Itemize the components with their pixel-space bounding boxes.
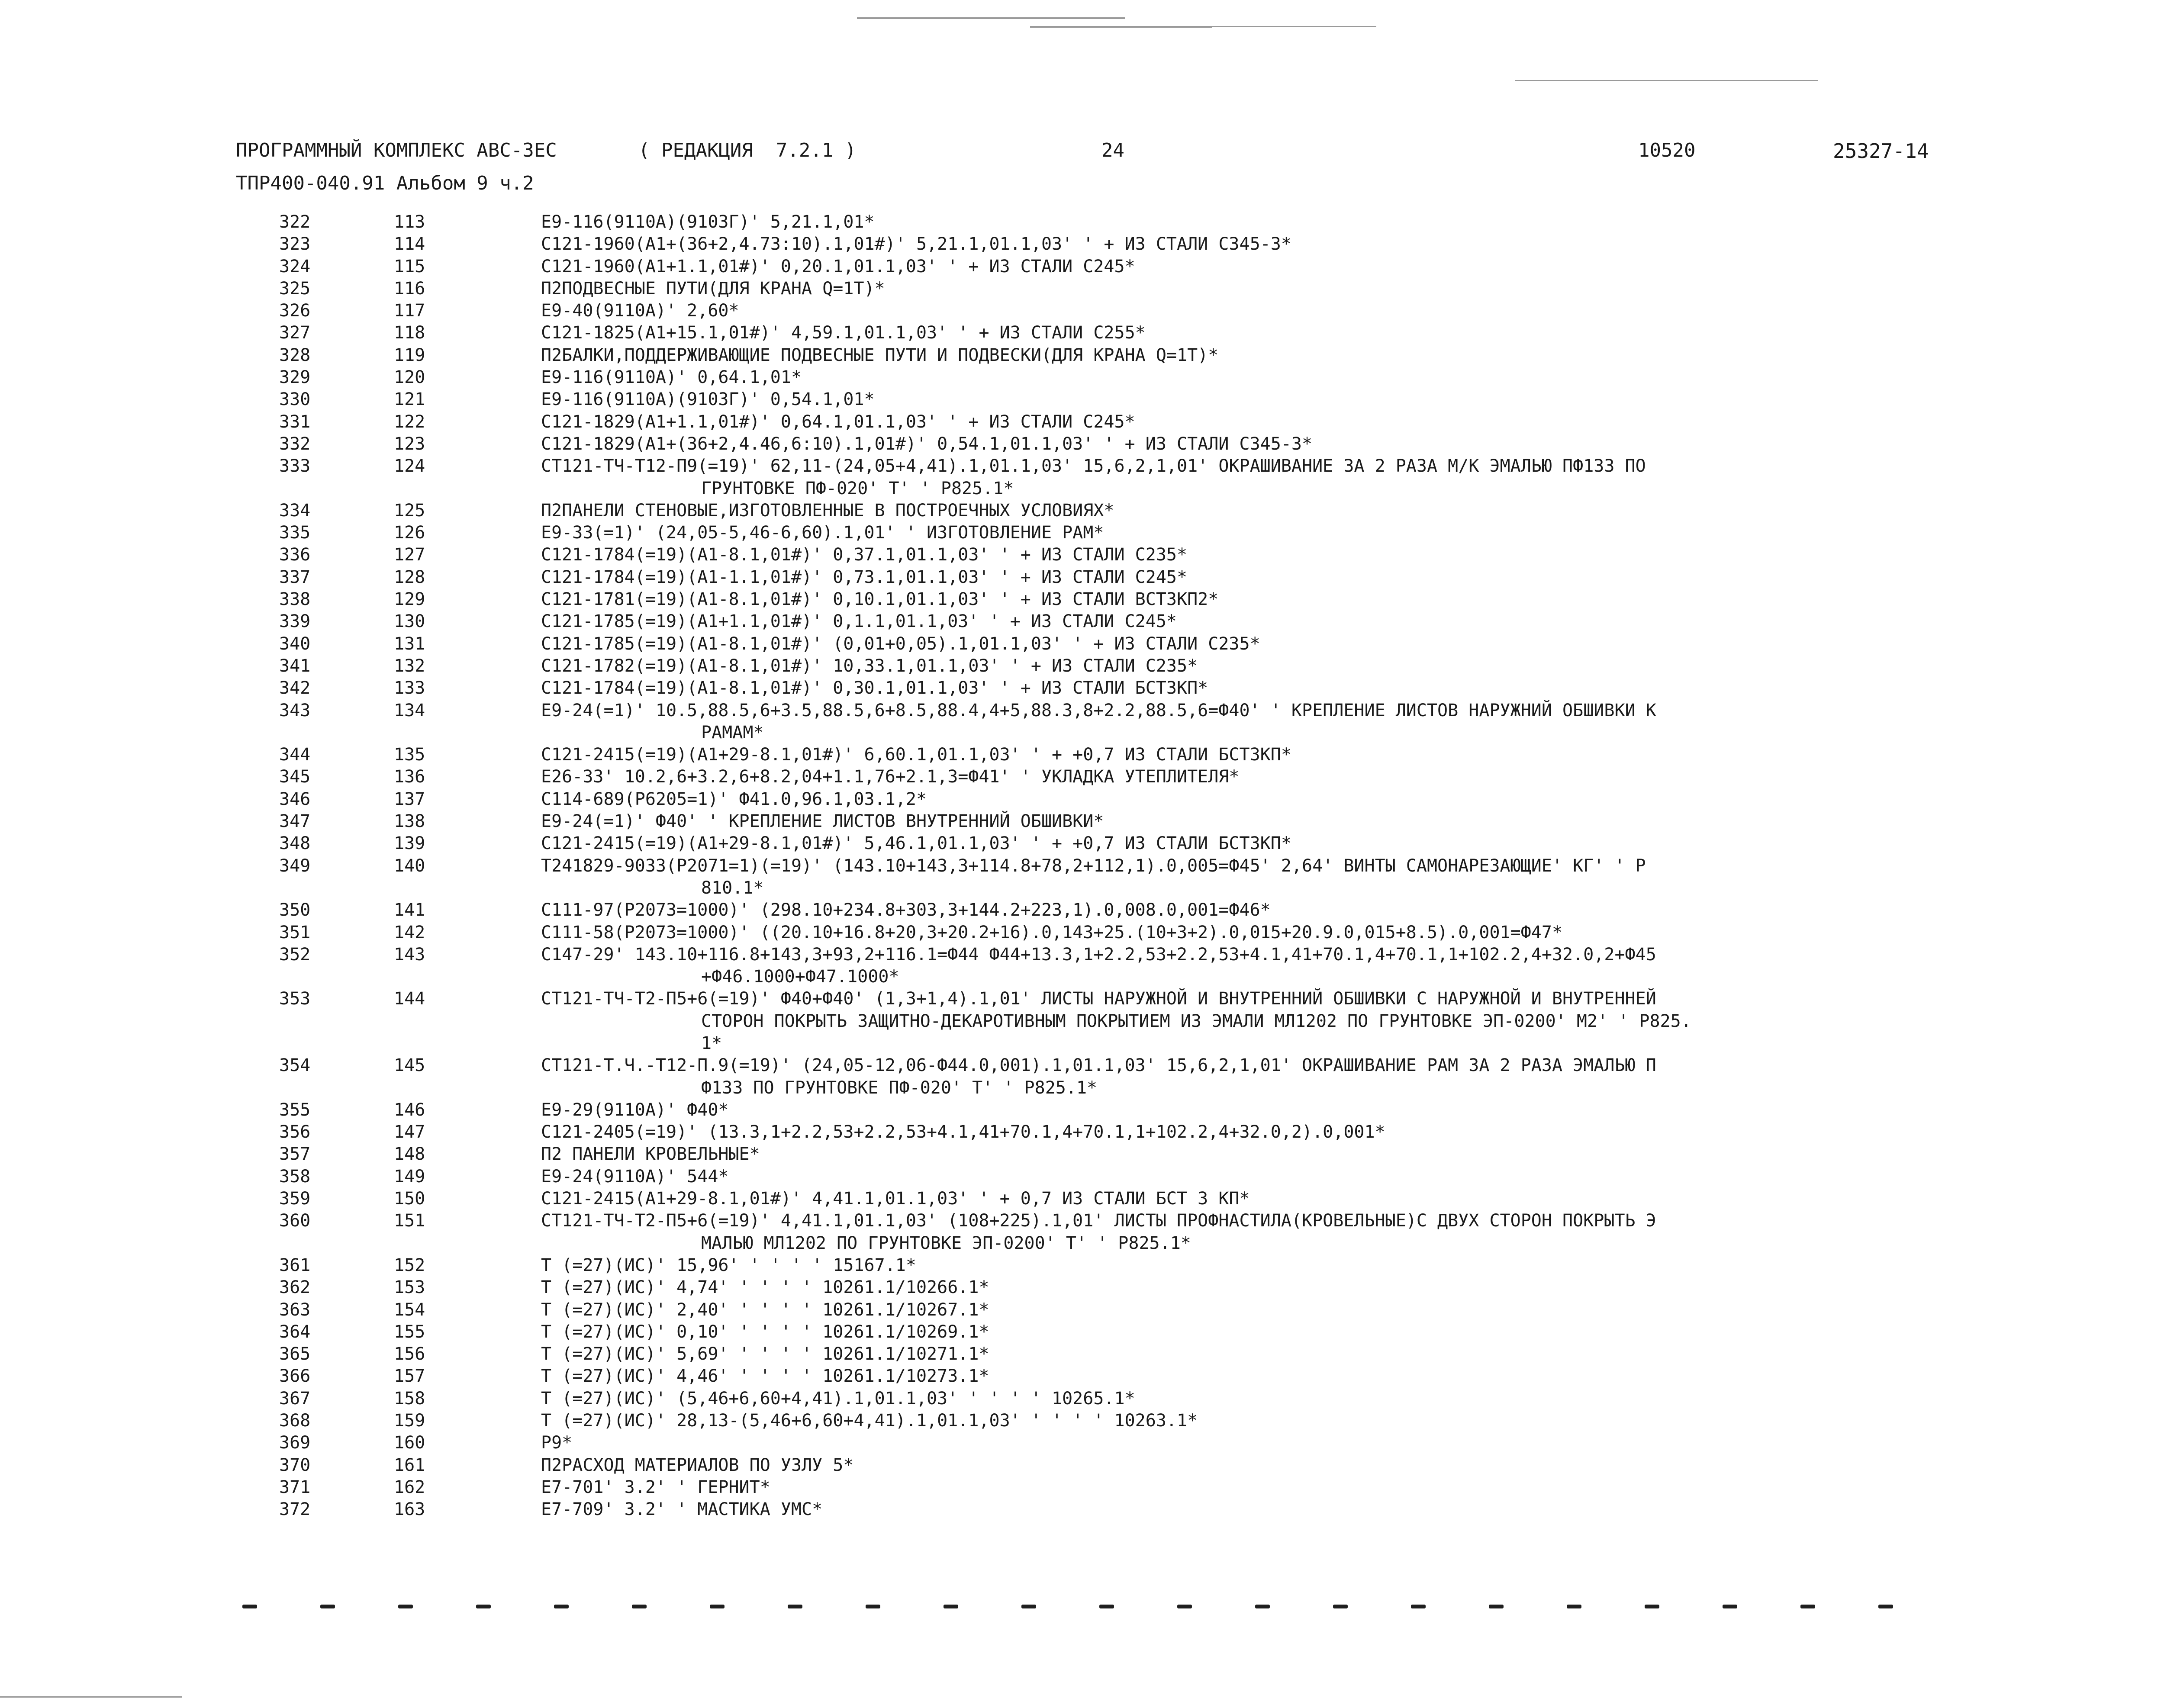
line-continuation: 1* <box>701 1033 722 1053</box>
line-content: Т (=27)(ИС)' 0,10' ' ' ' ' 10261.1/10269.1* <box>541 1322 989 1342</box>
line-content: Е7-701' 3.2' ' ГЕРНИТ* <box>541 1477 770 1497</box>
item-number: 133 <box>394 678 425 698</box>
line-content: Т (=27)(ИС)' 2,40' ' ' ' ' 10261.1/10267.1* <box>541 1299 989 1320</box>
line-text <box>541 611 1943 633</box>
item-number: 146 <box>394 1100 425 1120</box>
line-content: Т (=27)(ИС)' (5,46+6,60+4,41).1,01.1,03' ' ' ' ' 10265.1* <box>541 1388 1135 1409</box>
item-number: 116 <box>394 278 425 299</box>
line-number: 357 <box>279 1144 311 1164</box>
item-number: 142 <box>394 922 425 942</box>
item-number: 137 <box>394 789 425 809</box>
line-content: СТ121-ТЧ-Т2-П5+6(=19)' Ф40+Ф40' (1,3+1,4).1,01' ЛИСТЫ НАРУЖНОЙ И ВНУТРЕННИЙ ОБШИВКИ С НАРУЖНОЙ И ВНУТРЕННЕЙ <box>541 989 1656 1009</box>
line-number: 337 <box>279 567 311 587</box>
item-number: 124 <box>394 456 425 476</box>
line-content: Е7-709' 3.2' ' МАСТИКА УМС* <box>541 1499 823 1520</box>
line-number: 366 <box>279 1366 311 1386</box>
line-number: 353 <box>279 989 311 1009</box>
table-row <box>249 1143 2162 1165</box>
table-row <box>249 944 2162 988</box>
line-continuation: +Ф46.1000+Ф47.1000* <box>701 967 899 987</box>
line-text <box>541 411 1943 433</box>
dash-mark <box>554 1605 569 1608</box>
line-number: 336 <box>279 545 311 565</box>
table-row <box>249 655 2162 677</box>
item-number: 162 <box>394 1477 425 1497</box>
line-text <box>541 1188 1943 1210</box>
table-row <box>249 1055 2162 1099</box>
line-text <box>541 1343 1943 1365</box>
item-number: 117 <box>394 301 425 321</box>
item-number: 132 <box>394 656 425 676</box>
table-row <box>249 744 2162 766</box>
item-number: 122 <box>394 412 425 432</box>
line-text <box>541 677 1943 699</box>
line-continuation: Ф133 ПО ГРУНТОВКЕ ПФ-020' Т' ' Р825.1* <box>701 1078 1098 1098</box>
scan-artifact-line <box>0 1696 182 1698</box>
line-content: СТ121-Т.Ч.-Т12-П.9(=19)' (24,05-12,06-Ф44.0,001).1,01.1,03' 15,6,2,1,01' ОКРАШИВАНИЕ РАМ ЗА 2 РАЗА ЭМАЛЬЮ П <box>541 1055 1656 1076</box>
line-content: Е9-29(9110А)' Ф40* <box>541 1100 729 1120</box>
table-row <box>249 833 2162 855</box>
line-text <box>541 1299 1943 1321</box>
line-text <box>541 256 1943 278</box>
table-row <box>249 1476 2162 1499</box>
line-number: 334 <box>279 500 311 521</box>
line-text <box>541 1476 1943 1499</box>
item-number: 140 <box>394 856 425 876</box>
line-number: 352 <box>279 944 311 965</box>
dash-mark <box>1723 1605 1737 1608</box>
line-number: 371 <box>279 1477 311 1497</box>
line-number: 325 <box>279 278 311 299</box>
line-text <box>541 566 1943 589</box>
line-content: Т (=27)(ИС)' 15,96' ' ' ' ' 15167.1* <box>541 1255 916 1275</box>
dash-mark <box>710 1605 725 1608</box>
table-row <box>249 899 2162 921</box>
line-content: С121-1829(А1+(36+2,4.46,6:10).1,01#)' 0,54.1,01.1,03' ' + ИЗ СТАЛИ С345-3* <box>541 434 1313 454</box>
scan-artifact-line <box>1515 80 1818 81</box>
line-text <box>541 811 1943 833</box>
table-row <box>249 1188 2162 1210</box>
dash-mark <box>398 1605 413 1608</box>
line-continuation: МАЛЬЮ МЛ1202 ПО ГРУНТОВКЕ ЭП-0200' Т' ' Р825.1* <box>701 1233 1191 1253</box>
table-row <box>249 1499 2162 1521</box>
dash-mark <box>1255 1605 1270 1608</box>
line-number: 338 <box>279 589 311 610</box>
line-text <box>541 211 1943 233</box>
line-number: 361 <box>279 1255 311 1275</box>
line-number: 323 <box>279 234 311 254</box>
table-row <box>249 566 2162 589</box>
item-number: 159 <box>394 1411 425 1431</box>
table-row <box>249 1299 2162 1321</box>
item-number: 127 <box>394 545 425 565</box>
line-number: 324 <box>279 256 311 277</box>
line-content: С121-1782(=19)(А1-8.1,01#)' 10,33.1,01.1,03' ' + ИЗ СТАЛИ С235* <box>541 656 1198 676</box>
line-text <box>541 655 1943 677</box>
item-number: 161 <box>394 1455 425 1475</box>
line-content: Е9-24(=1)' Ф40' ' КРЕПЛЕНИЕ ЛИСТОВ ВНУТРЕННИЙ ОБШИВКИ* <box>541 811 1104 832</box>
line-number: 346 <box>279 789 311 809</box>
line-text <box>541 433 1943 455</box>
dash-mark <box>1489 1605 1504 1608</box>
line-number: 350 <box>279 900 311 920</box>
item-number: 135 <box>394 745 425 765</box>
dash-mark <box>320 1605 335 1608</box>
dash-mark <box>788 1605 802 1608</box>
line-content: П2 ПАНЕЛИ КРОВЕЛЬНЫЕ* <box>541 1144 760 1164</box>
line-number: 340 <box>279 634 311 654</box>
item-number: 126 <box>394 523 425 543</box>
line-number: 345 <box>279 767 311 787</box>
line-content: С121-1785(=19)(А1-8.1,01#)' (0,01+0,05).1,01.1,03' ' + ИЗ СТАЛИ С235* <box>541 634 1260 654</box>
item-number: 139 <box>394 833 425 854</box>
line-text <box>541 944 1943 988</box>
line-text <box>541 988 1943 1055</box>
line-number: 332 <box>279 434 311 454</box>
dash-mark <box>1411 1605 1426 1608</box>
item-number: 158 <box>394 1388 425 1409</box>
table-row <box>249 389 2162 411</box>
line-text <box>541 344 1943 367</box>
line-number: 369 <box>279 1433 311 1453</box>
line-text <box>541 455 1943 500</box>
program-title: ПРОГРАММНЫЙ КОМПЛЕКС АВС-3ЕС <box>236 139 557 161</box>
line-content: П2РАСХОД МАТЕРИАЛОВ ПО УЗЛУ 5* <box>541 1455 854 1475</box>
line-number: 322 <box>279 212 311 232</box>
scan-artifact-line <box>1212 26 1376 27</box>
line-number: 362 <box>279 1277 311 1298</box>
table-row <box>249 256 2162 278</box>
item-number: 120 <box>394 367 425 388</box>
table-row <box>249 1121 2162 1143</box>
table-row <box>249 677 2162 699</box>
item-number: 152 <box>394 1255 425 1275</box>
line-number: 335 <box>279 523 311 543</box>
table-row <box>249 589 2162 611</box>
line-number: 343 <box>279 700 311 721</box>
line-number: 339 <box>279 611 311 632</box>
line-content: С121-1785(=19)(А1+1.1,01#)' 0,1.1,01.1,03' ' + ИЗ СТАЛИ С245* <box>541 611 1177 632</box>
line-number: 356 <box>279 1122 311 1142</box>
line-number: 360 <box>279 1211 311 1231</box>
line-text <box>541 855 1943 900</box>
item-number: 136 <box>394 767 425 787</box>
line-text <box>541 1099 1943 1121</box>
line-content: С111-58(Р2073=1000)' ((20.10+16.8+20,3+20.2+16).0,143+25.(10+3+2).0,015+20.9.0,015+8.5).0,001=Ф47* <box>541 922 1563 942</box>
line-continuation: 810.1* <box>701 878 764 898</box>
line-number: 348 <box>279 833 311 854</box>
dash-mark <box>242 1605 257 1608</box>
table-row <box>249 988 2162 1055</box>
table-row <box>249 500 2162 522</box>
dash-mark <box>1567 1605 1581 1608</box>
line-content: С121-1784(=19)(А1-1.1,01#)' 0,73.1,01.1,03' ' + ИЗ СТАЛИ С245* <box>541 567 1188 587</box>
line-number: 363 <box>279 1299 311 1320</box>
line-text <box>541 633 1943 655</box>
table-row <box>249 1166 2162 1188</box>
line-content: С114-689(Р6205=1)' Ф41.0,96.1,03.1,2* <box>541 789 927 809</box>
document-header <box>236 139 1967 165</box>
line-content: Е9-24(9110А)' 544* <box>541 1166 729 1187</box>
item-number: 129 <box>394 589 425 610</box>
dash-mark <box>1878 1605 1893 1608</box>
table-row <box>249 433 2162 455</box>
line-number: 351 <box>279 922 311 942</box>
line-content: П2ПОДВЕСНЫЕ ПУТИ(ДЛЯ КРАНА Q=1Т)* <box>541 278 885 299</box>
line-text <box>541 788 1943 811</box>
line-text <box>541 367 1943 389</box>
dash-mark <box>476 1605 491 1608</box>
edition-label: ( РЕДАКЦИЯ 7.2.1 ) <box>638 139 857 161</box>
dash-mark <box>1021 1605 1036 1608</box>
table-row <box>249 811 2162 833</box>
dash-mark <box>1645 1605 1659 1608</box>
line-content: Е9-116(9110А)(9103Г)' 5,21.1,01* <box>541 212 875 232</box>
line-number: 349 <box>279 856 311 876</box>
table-row <box>249 633 2162 655</box>
line-content: СТ121-ТЧ-Т2-П5+6(=19)' 4,41.1,01.1,03' (108+225).1,01' ЛИСТЫ ПРОФНАСТИЛА(КРОВЕЛЬНЫЕ)С ДВУХ СТОРОН ПОКРЫТЬ Э <box>541 1211 1656 1231</box>
line-content: С121-2415(=19)(А1+29-8.1,01#)' 5,46.1,01.1,03' ' + +0,7 ИЗ СТАЛИ БСТ3КП* <box>541 833 1291 854</box>
line-number: 367 <box>279 1388 311 1409</box>
line-text <box>541 1321 1943 1343</box>
line-content: Е9-33(=1)' (24,05-5,46-6,60).1,01' ' ИЗГОТОВЛЕНИЕ РАМ* <box>541 523 1104 543</box>
line-number: 344 <box>279 745 311 765</box>
line-number: 358 <box>279 1166 311 1187</box>
line-content: С121-2415(=19)(А1+29-8.1,01#)' 6,60.1,01.1,03' ' + +0,7 ИЗ СТАЛИ БСТ3КП* <box>541 745 1291 765</box>
line-number: 365 <box>279 1344 311 1364</box>
line-content: С121-1960(А1+1.1,01#)' 0,20.1,01.1,03' ' + ИЗ СТАЛИ С245* <box>541 256 1135 277</box>
line-text <box>541 1210 1943 1254</box>
item-number: 145 <box>394 1055 425 1076</box>
table-row <box>249 278 2162 300</box>
table-row <box>249 455 2162 500</box>
item-number: 123 <box>394 434 425 454</box>
line-content: С121-1960(А1+(36+2,4.73:10).1,01#)' 5,21.1,01.1,03' ' + ИЗ СТАЛИ С345-3* <box>541 234 1291 254</box>
line-text <box>541 1121 1943 1143</box>
table-row <box>249 1388 2162 1410</box>
line-number: 333 <box>279 456 311 476</box>
line-text <box>541 899 1943 921</box>
table-row <box>249 1343 2162 1365</box>
line-number: 342 <box>279 678 311 698</box>
table-row <box>249 1410 2162 1432</box>
item-number: 147 <box>394 1122 425 1142</box>
line-content: Т (=27)(ИС)' 5,69' ' ' ' ' 10261.1/10271.1* <box>541 1344 989 1364</box>
item-number: 156 <box>394 1344 425 1364</box>
line-text <box>541 1254 1943 1277</box>
scan-artifact-line <box>857 17 1125 19</box>
item-number: 115 <box>394 256 425 277</box>
document-number: 25327-14 <box>1833 139 1929 163</box>
dash-mark <box>1177 1605 1192 1608</box>
line-content: С121-1825(А1+15.1,01#)' 4,59.1,01.1,03' ' + ИЗ СТАЛИ С255* <box>541 323 1146 343</box>
line-continuation: ГРУНТОВКЕ ПФ-020' Т' ' Р825.1* <box>701 478 1014 499</box>
line-continuation: РАМАМ* <box>701 722 764 743</box>
line-text <box>541 700 1943 744</box>
line-text <box>541 522 1943 544</box>
table-row <box>249 1277 2162 1299</box>
code-number: 10520 <box>1638 139 1696 161</box>
item-number: 119 <box>394 345 425 365</box>
line-number: 347 <box>279 811 311 832</box>
table-row <box>249 1321 2162 1343</box>
line-content: П2БАЛКИ,ПОДДЕРЖИВАЮЩИЕ ПОДВЕСНЫЕ ПУТИ И ПОДВЕСКИ(ДЛЯ КРАНА Q=1Т)* <box>541 345 1219 365</box>
line-content: С121-2405(=19)' (13.3,1+2.2,53+2.2,53+4.1,41+70.1,4+70.1,1+102.2,4+32.0,2).0,001* <box>541 1122 1385 1142</box>
item-number: 138 <box>394 811 425 832</box>
line-number: 326 <box>279 301 311 321</box>
table-row <box>249 1254 2162 1277</box>
table-row <box>249 700 2162 744</box>
item-number: 151 <box>394 1211 425 1231</box>
item-number: 153 <box>394 1277 425 1298</box>
item-number: 141 <box>394 900 425 920</box>
item-number: 130 <box>394 611 425 632</box>
table-row <box>249 233 2162 255</box>
dash-separator <box>242 1601 1930 1610</box>
line-text <box>541 278 1943 300</box>
item-number: 144 <box>394 989 425 1009</box>
line-text <box>541 1166 1943 1188</box>
table-row <box>249 1210 2162 1254</box>
line-content: Т (=27)(ИС)' 28,13-(5,46+6,60+4,41).1,01.1,03' ' ' ' ' 10263.1* <box>541 1411 1198 1431</box>
item-number: 114 <box>394 234 425 254</box>
table-row <box>249 855 2162 900</box>
dash-mark <box>944 1605 958 1608</box>
table-row <box>249 1099 2162 1121</box>
line-number: 329 <box>279 367 311 388</box>
table-row <box>249 300 2162 322</box>
item-number: 160 <box>394 1433 425 1453</box>
dash-mark <box>1333 1605 1348 1608</box>
line-text <box>541 922 1943 944</box>
line-text <box>541 1499 1943 1521</box>
line-text <box>541 1410 1943 1432</box>
item-number: 125 <box>394 500 425 521</box>
table-row <box>249 788 2162 811</box>
line-content: Е9-24(=1)' 10.5,88.5,6+3.5,88.5,6+8.5,88.4,4+5,88.3,8+2.2,88.5,6=Ф40' ' КРЕПЛЕНИЕ ЛИСТОВ НАРУЖНИЙ ОБШИВКИ К <box>541 700 1656 721</box>
line-text <box>541 744 1943 766</box>
line-number: 370 <box>279 1455 311 1475</box>
line-continuation: СТОРОН ПОКРЫТЬ ЗАЩИТНО-ДЕКАРОТИВНЫМ ПОКРЫТИЕМ ИЗ ЭМАЛИ МЛ1202 ПО ГРУНТОВКЕ ЭП-0200' М2' ' Р825. <box>701 1011 1691 1031</box>
table-row <box>249 922 2162 944</box>
line-text <box>541 300 1943 322</box>
line-number: 330 <box>279 389 311 410</box>
line-text <box>541 766 1943 788</box>
table-row <box>249 766 2162 788</box>
table-row <box>249 1432 2162 1454</box>
line-content: П2ПАНЕЛИ СТЕНОВЫЕ,ИЗГОТОВЛЕННЫЕ В ПОСТРОЕЧНЫХ УСЛОВИЯХ* <box>541 500 1114 521</box>
program-listing <box>249 211 2162 1521</box>
line-text <box>541 500 1943 522</box>
item-number: 143 <box>394 944 425 965</box>
line-content: Т (=27)(ИС)' 4,74' ' ' ' ' 10261.1/10266.1* <box>541 1277 989 1298</box>
line-text <box>541 589 1943 611</box>
item-number: 163 <box>394 1499 425 1520</box>
line-number: 368 <box>279 1411 311 1431</box>
line-text <box>541 1432 1943 1454</box>
line-content: Е9-116(9110А)(9103Г)' 0,54.1,01* <box>541 389 875 410</box>
line-content: Т (=27)(ИС)' 4,46' ' ' ' ' 10261.1/10273.1* <box>541 1366 989 1386</box>
page-number: 24 <box>1101 139 1124 161</box>
line-content: Е9-40(9110А)' 2,60* <box>541 301 739 321</box>
line-number: 354 <box>279 1055 311 1076</box>
line-content: С121-1781(=19)(А1-8.1,01#)' 0,10.1,01.1,03' ' + ИЗ СТАЛИ ВСТ3КП2* <box>541 589 1219 610</box>
item-number: 157 <box>394 1366 425 1386</box>
line-content: Р9* <box>541 1433 573 1453</box>
line-content: Т241829-9033(Р2071=1)(=19)' (143.10+143,3+114.8+78,2+112,1).0,005=Ф45' 2,64' ВИНТЫ САМОНАРЕЗАЮЩИЕ' КГ' ' Р <box>541 856 1646 876</box>
line-content: С121-2415(А1+29-8.1,01#)' 4,41.1,01.1,03' ' + 0,7 ИЗ СТАЛИ БСТ 3 КП* <box>541 1189 1250 1209</box>
table-row <box>249 211 2162 233</box>
table-row <box>249 322 2162 344</box>
line-text <box>541 322 1943 344</box>
line-text <box>541 389 1943 411</box>
line-number: 372 <box>279 1499 311 1520</box>
table-row <box>249 611 2162 633</box>
line-content: Е9-116(9110А)' 0,64.1,01* <box>541 367 802 388</box>
line-content: Е26-33' 10.2,6+3.2,6+8.2,04+1.1,76+2.1,3=Ф41' ' УКЛАДКА УТЕПЛИТЕЛЯ* <box>541 767 1240 787</box>
item-number: 121 <box>394 389 425 410</box>
line-number: 364 <box>279 1322 311 1342</box>
table-row <box>249 522 2162 544</box>
table-row <box>249 367 2162 389</box>
item-number: 134 <box>394 700 425 721</box>
item-number: 150 <box>394 1189 425 1209</box>
table-row <box>249 344 2162 367</box>
line-content: СТ121-ТЧ-Т12-П9(=19)' 62,11-(24,05+4,41).1,01.1,03' 15,6,2,1,01' ОКРАШИВАНИЕ ЗА 2 РАЗА М/К ЭМАЛЬЮ ПФ133 ПО <box>541 456 1646 476</box>
item-number: 113 <box>394 212 425 232</box>
line-content: С111-97(Р2073=1000)' (298.10+234.8+303,3+144.2+223,1).0,008.0,001=Ф46* <box>541 900 1271 920</box>
line-number: 328 <box>279 345 311 365</box>
item-number: 118 <box>394 323 425 343</box>
line-text <box>541 1365 1943 1387</box>
line-number: 327 <box>279 323 311 343</box>
table-row <box>249 411 2162 433</box>
dash-mark <box>866 1605 880 1608</box>
line-content: С147-29' 143.10+116.8+143,3+93,2+116.1=Ф44 Ф44+13.3,1+2.2,53+2.2,53+4.1,41+70.1,4+70.1,1+102.2,4+32.0,2+Ф45 <box>541 944 1656 965</box>
line-text <box>541 833 1943 855</box>
item-number: 149 <box>394 1166 425 1187</box>
item-number: 154 <box>394 1299 425 1320</box>
item-number: 131 <box>394 634 425 654</box>
table-row <box>249 1365 2162 1387</box>
line-content: С121-1784(=19)(А1-8.1,01#)' 0,30.1,01.1,03' ' + ИЗ СТАЛИ БСТ3КП* <box>541 678 1208 698</box>
line-number: 355 <box>279 1100 311 1120</box>
scan-artifact-line <box>1030 26 1212 28</box>
line-text <box>541 1055 1943 1099</box>
line-content: С121-1829(А1+1.1,01#)' 0,64.1,01.1,03' ' + ИЗ СТАЛИ С245* <box>541 412 1135 432</box>
item-number: 128 <box>394 567 425 587</box>
album-reference: ТПР400-040.91 Альбом 9 ч.2 <box>236 172 534 194</box>
line-text <box>541 1277 1943 1299</box>
dash-mark <box>1800 1605 1815 1608</box>
line-text <box>541 1143 1943 1165</box>
line-text <box>541 1388 1943 1410</box>
table-row <box>249 1454 2162 1476</box>
item-number: 148 <box>394 1144 425 1164</box>
line-content: С121-1784(=19)(А1-8.1,01#)' 0,37.1,01.1,03' ' + ИЗ СТАЛИ С235* <box>541 545 1188 565</box>
line-number: 341 <box>279 656 311 676</box>
line-number: 359 <box>279 1189 311 1209</box>
item-number: 155 <box>394 1322 425 1342</box>
table-row <box>249 544 2162 566</box>
line-text <box>541 544 1943 566</box>
line-text <box>541 1454 1943 1476</box>
line-number: 331 <box>279 412 311 432</box>
line-text <box>541 233 1943 255</box>
dash-mark <box>1099 1605 1114 1608</box>
dash-mark <box>632 1605 647 1608</box>
